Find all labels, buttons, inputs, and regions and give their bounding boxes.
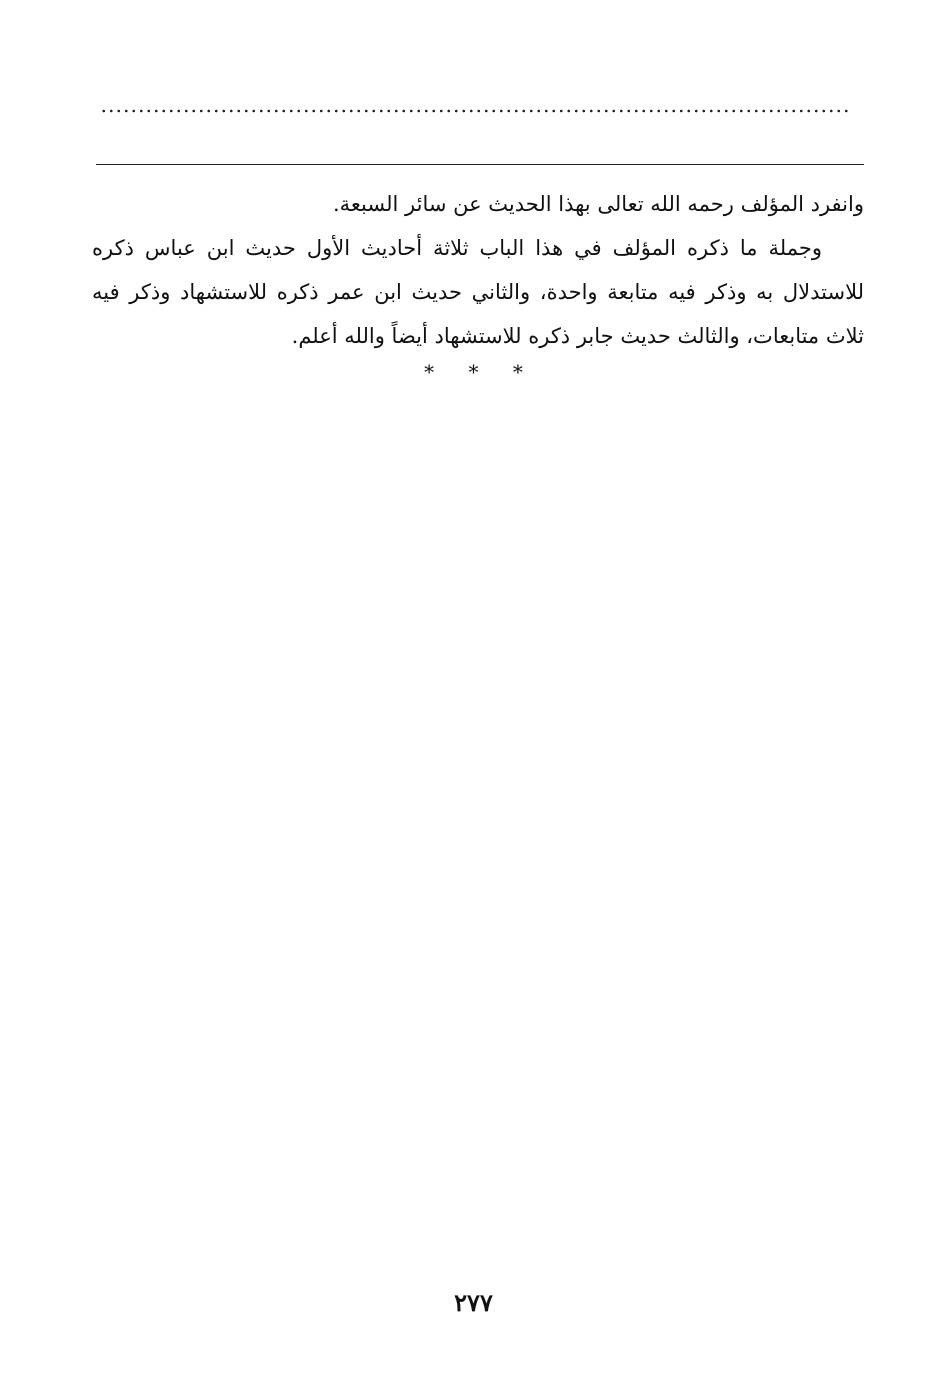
dotted-line: [100, 108, 850, 114]
asterisk: *: [424, 360, 435, 384]
paragraph-2: وجملة ما ذكره المؤلف في هذا الباب ثلاثة أحاديث الأول حديث ابن عباس ذكره للاستدلال به وذكر فيه متابعة واحدة، والثاني حديث ابن عمر ذكره للاستشهاد وذكر فيه ثلاث متابعات، والثالث حديث جابر ذكره للاستشهاد أيضاً والله أعلم.: [92, 236, 864, 348]
body-text: [92, 182, 864, 358]
asterisk: *: [512, 360, 523, 384]
page-number: ٢٧٧: [454, 1288, 493, 1317]
section-separator: [0, 360, 947, 384]
asterisk: *: [468, 360, 479, 384]
paragraph-1: وانفرد المؤلف رحمه الله تعالى بهذا الحديث عن سائر السبعة.: [332, 192, 864, 216]
horizontal-rule: [96, 164, 864, 165]
